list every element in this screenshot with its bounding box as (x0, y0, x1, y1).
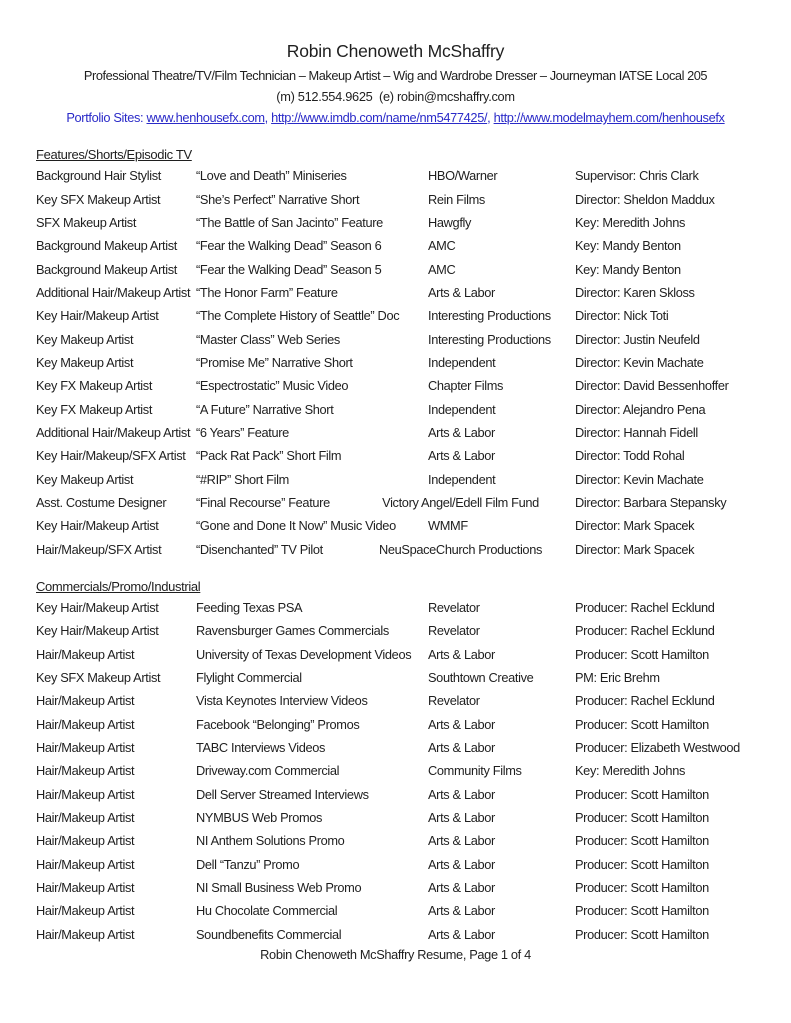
project-cell: “A Future” Narrative Short (196, 401, 334, 417)
project-cell: Facebook “Belonging” Promos (196, 716, 360, 732)
credit-cell: Producer: Scott Hamilton (575, 856, 709, 872)
project-cell: “#RIP” Short Film (196, 471, 289, 487)
credit-row (36, 853, 757, 876)
project-cell: Dell Server Streamed Interviews (196, 786, 369, 802)
company-cell: Arts & Labor (428, 646, 495, 662)
credit-row (36, 351, 757, 374)
company-cell: AMC (428, 261, 456, 277)
project-cell: Ravensburger Games Commercials (196, 623, 389, 639)
project-cell: “Final Recourse” Feature (196, 494, 330, 510)
role-cell: Hair/Makeup Artist (36, 646, 135, 662)
credit-row (36, 643, 757, 666)
credit-row (36, 689, 757, 712)
company-cell: Southtown Creative (428, 670, 534, 686)
company-cell: Arts & Labor (428, 810, 495, 826)
company-cell: WMMF (428, 518, 468, 534)
company-cell: Arts & Labor (428, 424, 495, 440)
credit-cell: Director: Mark Spacek (575, 541, 695, 557)
credit-row (36, 421, 757, 444)
project-cell: “Love and Death” Miniseries (196, 168, 347, 184)
credit-cell: Director: Barbara Stepansky (575, 494, 727, 510)
credit-cell: Producer: Elizabeth Westwood (575, 740, 740, 756)
company-cell: Independent (428, 471, 496, 487)
credit-cell: Producer: Rachel Ecklund (575, 623, 715, 639)
section-title: Commercials/Promo/Industrial (36, 578, 201, 594)
credit-row (36, 666, 757, 689)
company-cell: AMC (428, 238, 456, 254)
role-cell: SFX Makeup Artist (36, 214, 137, 230)
role-cell: Hair/Makeup Artist (36, 740, 135, 756)
header-subtitle: Professional Theatre/TV/Film Technician – Makeup Artist – Wig and Wardrobe Dresser – Journeyman IATSE Local 205 (83, 68, 708, 83)
section-rows (36, 164, 757, 561)
company-cell: Arts & Labor (428, 740, 495, 756)
role-cell: Hair/Makeup Artist (36, 786, 135, 802)
credit-row (36, 374, 757, 397)
role-cell: Key Makeup Artist (36, 354, 134, 370)
portfolio-link[interactable]: http://www.imdb.com/name/nm5477425/ (271, 110, 488, 125)
header-contact: (m) 512.554.9625 (e) robin@mcshaffry.com (276, 89, 515, 104)
credit-cell: Key: Mandy Benton (575, 261, 681, 277)
project-cell: “Fear the Walking Dead” Season 5 (196, 261, 382, 277)
credit-row (36, 514, 757, 537)
credit-cell: Producer: Rachel Ecklund (575, 693, 715, 709)
credit-cell: Producer: Scott Hamilton (575, 903, 709, 919)
company-cell: Arts & Labor (428, 880, 495, 896)
company-cell: Revelator (428, 600, 480, 616)
credit-cell: Key: Meredith Johns (575, 763, 686, 779)
credit-row (36, 619, 757, 642)
credit-cell: Director: Todd Rohal (575, 448, 685, 464)
credit-cell: Director: Mark Spacek (575, 518, 695, 534)
credit-row (36, 467, 757, 490)
company-cell: Arts & Labor (428, 926, 495, 942)
credit-row (36, 397, 757, 420)
credit-cell: PM: Eric Brehm (575, 670, 660, 686)
credit-cell: Supervisor: Chris Clark (575, 168, 699, 184)
project-cell: “6 Years” Feature (196, 424, 289, 440)
credit-cell: Producer: Scott Hamilton (575, 810, 709, 826)
company-cell: NeuSpaceChurch Productions (378, 541, 543, 557)
project-cell: NI Anthem Solutions Promo (196, 833, 345, 849)
credit-row (36, 806, 757, 829)
company-cell: Interesting Productions (428, 331, 551, 347)
credit-row (36, 491, 757, 514)
portfolio-link[interactable]: www.henhousefx.com (146, 110, 265, 125)
project-cell: “Espectrostatic” Music Video (196, 378, 349, 394)
credit-row (36, 234, 757, 257)
credit-row (36, 187, 757, 210)
credit-cell: Producer: Scott Hamilton (575, 716, 709, 732)
credit-cell: Producer: Scott Hamilton (575, 786, 709, 802)
project-cell: Driveway.com Commercial (196, 763, 340, 779)
role-cell: Hair/Makeup Artist (36, 833, 135, 849)
project-cell: Feeding Texas PSA (196, 600, 303, 616)
company-cell: Arts & Labor (428, 716, 495, 732)
credit-row (36, 257, 757, 280)
project-cell: Hu Chocolate Commercial (196, 903, 338, 919)
role-cell: Hair/Makeup Artist (36, 856, 135, 872)
company-cell: Revelator (428, 693, 480, 709)
credit-row (36, 596, 757, 619)
portfolio-link[interactable]: http://www.modelmayhem.com/henhousefx (493, 110, 725, 125)
page-footer: Robin Chenoweth McShaffry Resume, Page 1 of 4 (260, 947, 531, 962)
role-cell: Additional Hair/Makeup Artist (36, 424, 191, 440)
company-cell: Hawgfly (428, 214, 472, 230)
credit-cell: Director: Justin Neufeld (575, 331, 700, 347)
project-cell: “She’s Perfect” Narrative Short (196, 191, 360, 207)
role-cell: Key Hair/Makeup Artist (36, 518, 159, 534)
role-cell: Additional Hair/Makeup Artist (36, 284, 191, 300)
company-cell: Arts & Labor (428, 856, 495, 872)
role-cell: Key Hair/Makeup Artist (36, 600, 159, 616)
credit-row (36, 327, 757, 350)
company-cell: Arts & Labor (428, 786, 495, 802)
company-cell: Chapter Films (428, 378, 504, 394)
credit-row (36, 211, 757, 234)
role-cell: Hair/Makeup Artist (36, 716, 135, 732)
role-cell: Hair/Makeup Artist (36, 880, 135, 896)
credit-cell: Director: Kevin Machate (575, 354, 704, 370)
project-cell: University of Texas Development Videos (196, 646, 412, 662)
company-cell: Interesting Productions (428, 308, 551, 324)
credit-row (36, 923, 757, 946)
credit-cell: Producer: Scott Hamilton (575, 880, 709, 896)
role-cell: Hair/Makeup Artist (36, 763, 135, 779)
role-cell: Key Makeup Artist (36, 471, 134, 487)
role-cell: Hair/Makeup Artist (36, 926, 135, 942)
role-cell: Key FX Makeup Artist (36, 401, 153, 417)
role-cell: Background Makeup Artist (36, 238, 177, 254)
credit-sections (36, 146, 757, 946)
role-cell: Key SFX Makeup Artist (36, 191, 161, 207)
credit-cell: Director: Nick Toti (575, 308, 669, 324)
credit-row (36, 759, 757, 782)
project-cell: NYMBUS Web Promos (196, 810, 323, 826)
role-cell: Background Hair Stylist (36, 168, 161, 184)
credit-cell: Director: Hannah Fidell (575, 424, 698, 440)
credit-cell: Director: Kevin Machate (575, 471, 704, 487)
credit-row (36, 829, 757, 852)
credit-cell: Director: David Bessenhoffer (575, 378, 729, 394)
role-cell: Key Makeup Artist (36, 331, 134, 347)
role-cell: Hair/Makeup Artist (36, 693, 135, 709)
portfolio-label: Portfolio Sites: (66, 110, 147, 125)
project-cell: “Master Class” Web Series (196, 331, 340, 347)
credit-section (36, 578, 757, 946)
credit-cell: Director: Sheldon Maddux (575, 191, 715, 207)
project-cell: Soundbenefits Commercial (196, 926, 342, 942)
project-cell: “Gone and Done It Now” Music Video (196, 518, 396, 534)
role-cell: Asst. Costume Designer (36, 494, 167, 510)
credit-row (36, 899, 757, 922)
company-cell: Revelator (428, 623, 480, 639)
company-cell: Independent (428, 401, 496, 417)
role-cell: Key SFX Makeup Artist (36, 670, 161, 686)
credit-row (36, 876, 757, 899)
company-cell: HBO/Warner (428, 168, 498, 184)
company-cell: Arts & Labor (428, 448, 495, 464)
credit-section (36, 146, 757, 561)
credit-row (36, 736, 757, 759)
company-cell: Arts & Labor (428, 903, 495, 919)
company-cell: Arts & Labor (428, 833, 495, 849)
project-cell: Vista Keynotes Interview Videos (196, 693, 368, 709)
credit-row (36, 304, 757, 327)
role-cell: Key Hair/Makeup Artist (36, 308, 159, 324)
project-cell: TABC Interviews Videos (196, 740, 326, 756)
credit-cell: Producer: Scott Hamilton (575, 833, 709, 849)
company-cell: Independent (428, 354, 496, 370)
resume-header (0, 0, 791, 126)
credit-row (36, 444, 757, 467)
section-rows (36, 596, 757, 946)
page-title: Robin Chenoweth McShaffry (286, 41, 505, 61)
company-cell: Rein Films (428, 191, 485, 207)
project-cell: “Pack Rat Pack” Short Film (196, 448, 342, 464)
project-cell: Flylight Commercial (196, 670, 302, 686)
credit-row (36, 281, 757, 304)
credit-cell: Producer: Scott Hamilton (575, 926, 709, 942)
credit-cell: Director: Karen Skloss (575, 284, 695, 300)
project-cell: Dell “Tanzu” Promo (196, 856, 300, 872)
role-cell: Hair/Makeup Artist (36, 903, 135, 919)
credit-cell: Producer: Scott Hamilton (575, 646, 709, 662)
credit-cell: Key: Mandy Benton (575, 238, 681, 254)
credit-row (36, 538, 757, 561)
project-cell: “The Honor Farm” Feature (196, 284, 338, 300)
portfolio-line (0, 109, 791, 126)
credit-row (36, 783, 757, 806)
project-cell: “The Complete History of Seattle” Doc (196, 308, 400, 324)
company-cell: Victory Angel/Edell Film Fund (382, 494, 539, 510)
role-cell: Key Hair/Makeup/SFX Artist (36, 448, 186, 464)
project-cell: “Promise Me” Narrative Short (196, 354, 353, 370)
role-cell: Background Makeup Artist (36, 261, 177, 277)
role-cell: Hair/Makeup/SFX Artist (36, 541, 162, 557)
project-cell: NI Small Business Web Promo (196, 880, 362, 896)
section-title: Features/Shorts/Episodic TV (36, 147, 192, 162)
credit-cell: Producer: Rachel Ecklund (575, 600, 715, 616)
role-cell: Hair/Makeup Artist (36, 810, 135, 826)
credit-cell: Director: Alejandro Pena (575, 401, 706, 417)
project-cell: “Fear the Walking Dead” Season 6 (196, 238, 382, 254)
project-cell: “Disenchanted” TV Pilot (196, 541, 323, 557)
credit-row (36, 713, 757, 736)
credit-cell: Key: Meredith Johns (575, 214, 686, 230)
portfolio-links: www.henhousefx.com, http://www.imdb.com/name/nm5477425/, http://www.modelmayhem.com/henhousefx (146, 110, 725, 125)
credit-row (36, 164, 757, 187)
project-cell: “The Battle of San Jacinto” Feature (196, 214, 383, 230)
role-cell: Key Hair/Makeup Artist (36, 623, 159, 639)
company-cell: Arts & Labor (428, 284, 495, 300)
role-cell: Key FX Makeup Artist (36, 378, 153, 394)
company-cell: Community Films (428, 763, 522, 779)
